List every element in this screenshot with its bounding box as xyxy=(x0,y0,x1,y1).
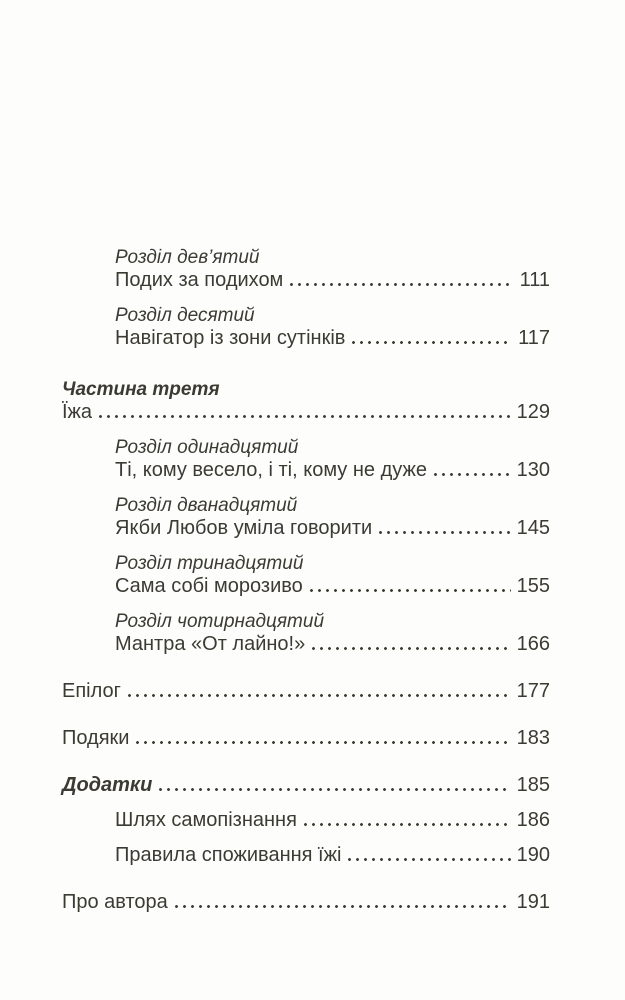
toc-entry-chapter-12 xyxy=(62,494,550,540)
chapter-label: Розділ десятий xyxy=(115,305,255,326)
page-number: 130 xyxy=(516,459,550,481)
table-of-contents xyxy=(62,246,550,914)
toc-entry-appendix-1 xyxy=(62,809,550,832)
chapter-title: Навігатор із зони сутінків xyxy=(115,327,346,349)
dot-leader xyxy=(312,647,510,650)
section-title: Епілог xyxy=(62,680,121,702)
dot-leader xyxy=(379,531,510,534)
chapter-label: Розділ одинадцятий xyxy=(115,437,299,458)
toc-entry-chapter-9 xyxy=(62,246,550,292)
toc-entry-chapter-13 xyxy=(62,552,550,598)
toc-row xyxy=(115,269,550,292)
toc-entry-chapter-10 xyxy=(62,304,550,350)
toc-entry-acknowledgements xyxy=(62,727,550,750)
page-number: 190 xyxy=(516,844,550,866)
toc-entry-about-author xyxy=(62,891,550,914)
toc-row xyxy=(115,327,550,350)
toc-row xyxy=(115,459,550,482)
page-number: 117 xyxy=(518,327,550,349)
page-number: 155 xyxy=(516,575,550,597)
page-number: 166 xyxy=(516,633,550,655)
page-number: 191 xyxy=(516,891,550,913)
dot-leader xyxy=(128,694,511,697)
chapter-title: Ті, кому весело, і ті, кому не дуже xyxy=(115,459,427,481)
toc-row xyxy=(115,575,550,598)
toc-row xyxy=(62,727,550,750)
toc-row xyxy=(115,517,550,540)
dot-leader xyxy=(99,415,511,418)
section-title: Шлях самопізнання xyxy=(115,809,297,831)
page-number: 129 xyxy=(516,401,550,423)
toc-entry-epilogue xyxy=(62,680,550,703)
toc-row xyxy=(62,774,550,797)
toc-entry-part-3 xyxy=(62,378,550,424)
toc-row xyxy=(62,680,550,703)
toc-row xyxy=(62,401,550,424)
chapter-title: Подих за подихом xyxy=(115,269,284,291)
dot-leader xyxy=(304,823,511,826)
chapter-title: Сама собі морозиво xyxy=(115,575,303,597)
part-title: Їжа xyxy=(62,401,93,423)
page-number: 111 xyxy=(519,269,550,291)
section-title: Додатки xyxy=(62,774,153,796)
toc-row xyxy=(62,891,550,914)
section-title: Подяки xyxy=(62,727,130,749)
dot-leader xyxy=(290,283,513,286)
dot-leader xyxy=(159,788,510,791)
dot-leader xyxy=(175,905,511,908)
page-number: 145 xyxy=(516,517,550,539)
page-number: 177 xyxy=(516,680,550,702)
toc-entry-chapter-14 xyxy=(62,610,550,656)
dot-leader xyxy=(434,473,511,476)
toc-entry-appendices xyxy=(62,774,550,797)
dot-leader xyxy=(310,589,511,592)
page-number: 186 xyxy=(516,809,550,831)
toc-entry-appendix-2 xyxy=(62,844,550,867)
page-number: 183 xyxy=(516,727,550,749)
dot-leader xyxy=(352,341,512,344)
section-title: Про автора xyxy=(62,891,168,913)
chapter-title: Мантра «От лайно!» xyxy=(115,633,306,655)
toc-entry-chapter-11 xyxy=(62,436,550,482)
chapter-label: Розділ дванадцятий xyxy=(115,495,298,516)
chapter-title: Якби Любов уміла говорити xyxy=(115,517,373,539)
toc-row xyxy=(115,809,550,832)
part-label: Частина третя xyxy=(62,379,220,400)
chapter-label: Розділ тринадцятий xyxy=(115,553,304,574)
chapter-label: Розділ дев’ятий xyxy=(115,247,260,268)
toc-row xyxy=(115,844,550,867)
dot-leader xyxy=(136,741,510,744)
toc-row xyxy=(115,633,550,656)
page-number: 185 xyxy=(516,774,550,796)
dot-leader xyxy=(348,858,510,861)
section-title: Правила споживання їжі xyxy=(115,844,342,866)
chapter-label: Розділ чотирнадцятий xyxy=(115,611,325,632)
